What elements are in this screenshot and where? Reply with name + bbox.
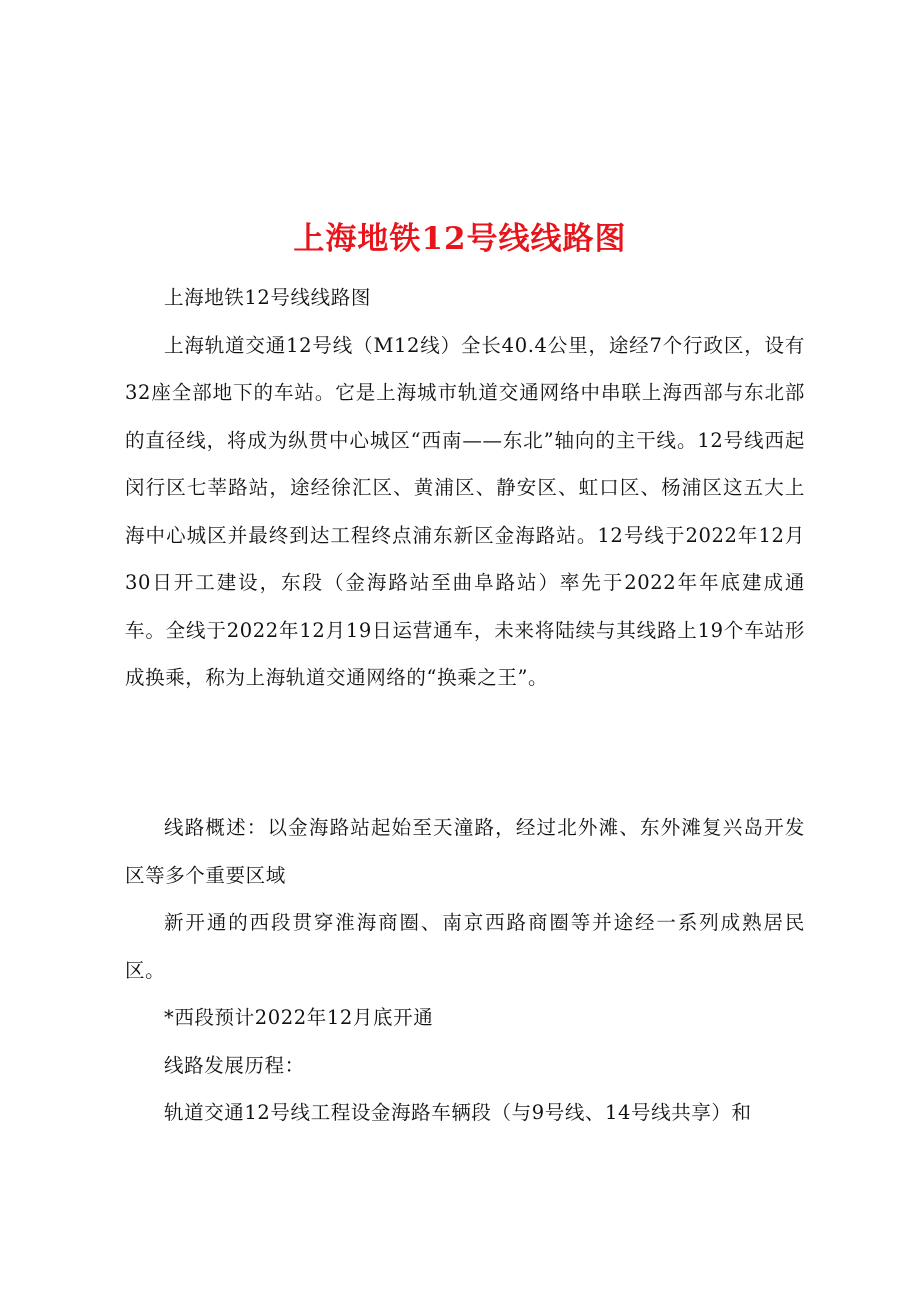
history-heading-paragraph: 线路发展历程： [164,1053,305,1077]
depot-paragraph: 轨道交通12号线工程设金海路车辆段（与9号线、14号线共享）和 [164,1101,752,1124]
west-section-paragraph: 新开通的西段贯穿淮海商圈、南京西路商圈等并途经一系列成熟居民区。 [125,911,805,982]
overview-paragraph: 线路概述：以金海路站起始至天潼路，经过北外滩、东外滩复兴岛开发区等多个重要区域 [125,816,805,887]
subtitle-paragraph: 上海地铁12号线线路图 [164,286,371,309]
opening-note-paragraph: *西段预计2022年12月底开通 [164,1006,434,1029]
description-paragraph: 上海轨道交通12号线（M12线）全长40.4公里，途经7个行政区，设有32座全部地下的车站。它是上海城市轨道交通网络中串联上海西部与东北部的直径线，将成为纵贯中心城区“西南——东北”轴向的主干线。12号线西起闵行区七莘路站，途经徐汇区、黄浦区、静安区、虹口区、杨浦区这五大上海中心城区并最终到达工程终点浦东新区金海路站。12号线于2022年12月30日开工建设，东段（金海路站至曲阜路站）率先于2022年年底建成通车。全线于2022年12月19日运营通车，未来将陆续与其线路上19个车站形成换乘，称为上海轨道交通网络的“换乘之王”。 [125,333,805,689]
overview-section [125,804,805,1137]
intro-section [125,274,805,702]
page-title: 上海地铁12号线线路图 [293,220,627,257]
